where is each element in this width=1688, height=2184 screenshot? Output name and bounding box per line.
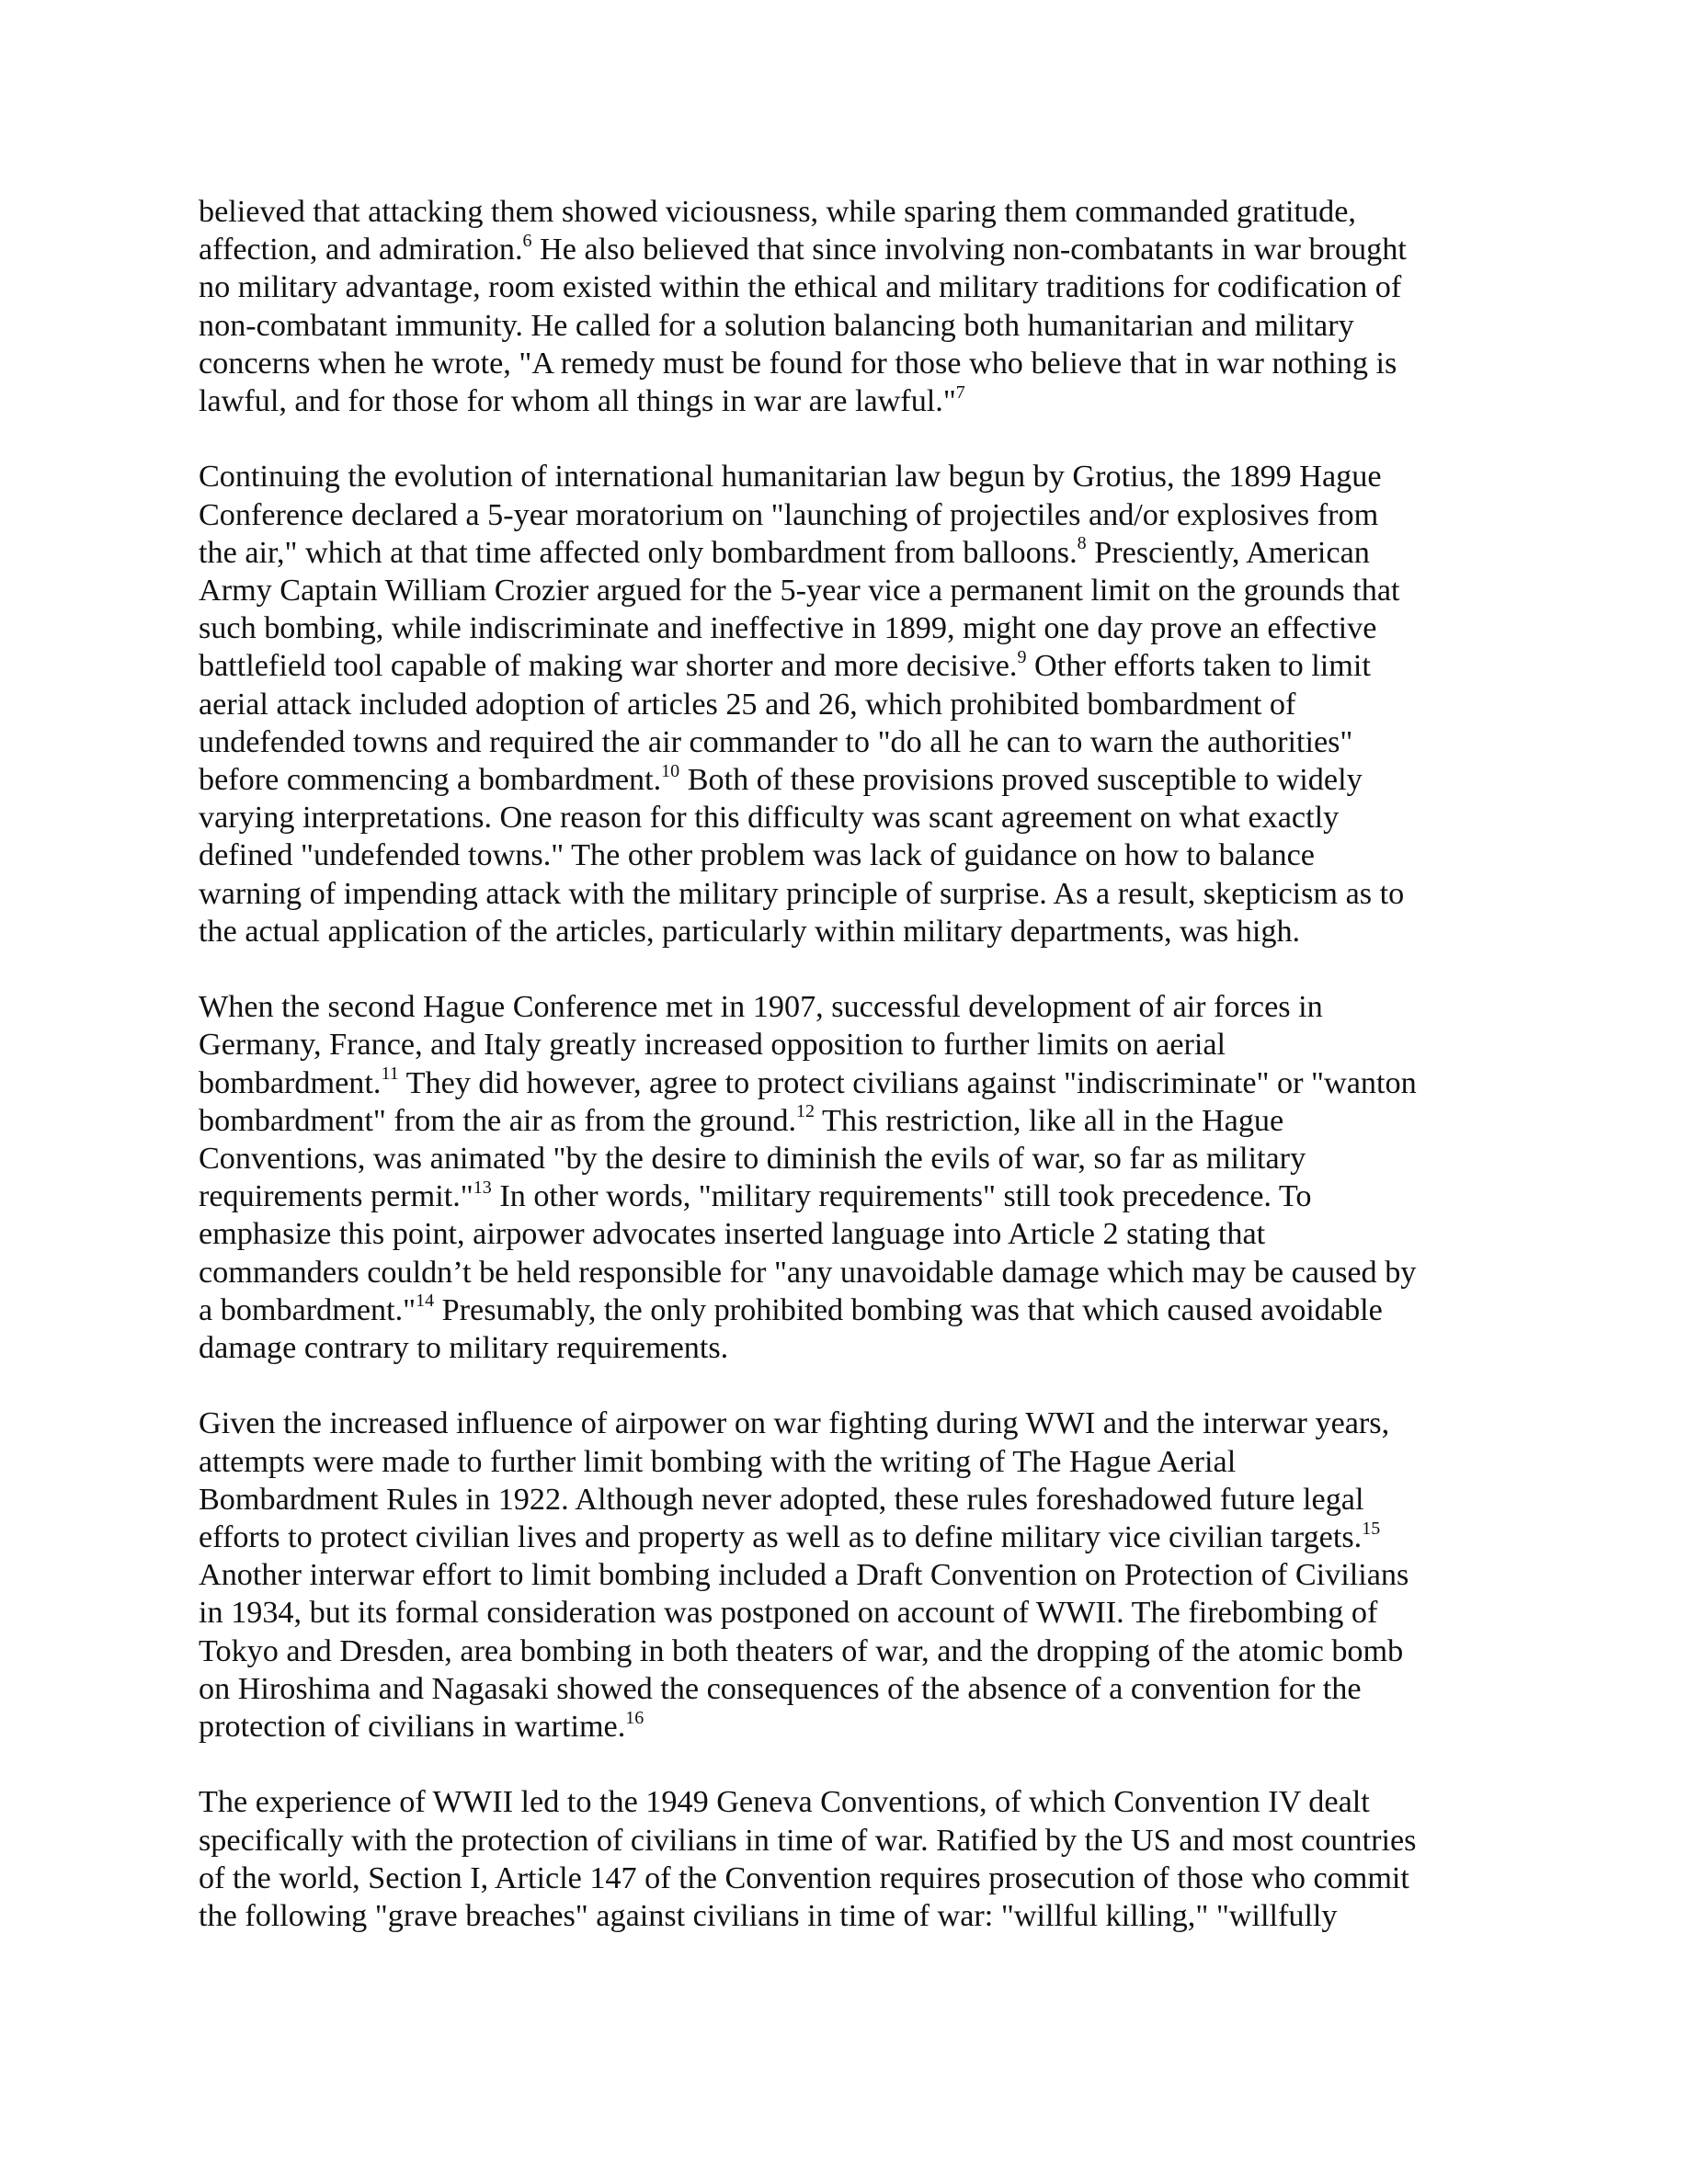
text-segment: Continuing the evolution of international humanitarian law begun by Grotius, the 1899 Hague	[199, 460, 1382, 495]
text-line	[199, 1329, 1504, 1367]
text-segment: battlefield tool capable of making war shorter and more decisive.	[199, 649, 1018, 684]
text-line	[199, 647, 1504, 685]
text-segment: the actual application of the articles, particularly within military departments, was high.	[199, 914, 1301, 949]
text-segment: defined "undefended towns." The other problem was lack of guidance on how to balance	[199, 838, 1315, 873]
text-line	[199, 496, 1504, 534]
text-segment: no military advantage, room existed within the ethical and military traditions for codification of	[199, 270, 1402, 305]
text-line	[199, 1519, 1504, 1556]
paragraph	[199, 1405, 1504, 1746]
text-segment: believed that attacking them showed viciousness, while sparing them commanded gratitude,	[199, 195, 1356, 229]
text-segment: They did however, agree to protect civilians against "indiscriminate" or "wanton	[398, 1065, 1417, 1100]
text-line	[199, 836, 1504, 874]
paragraph	[199, 988, 1504, 1367]
text-line	[199, 875, 1504, 913]
footnote-marker: 11	[381, 1064, 399, 1085]
text-segment: the following "grave breaches" against civilians in time of war: "willful killing," "willfully	[199, 1899, 1338, 1934]
footnote-marker: 13	[473, 1177, 492, 1198]
text-segment: When the second Hague Conference met in 1907, successful development of air forces in	[199, 990, 1323, 1025]
text-line	[199, 1405, 1504, 1442]
text-segment: concerns when he wrote, "A remedy must be found for those who believe that in war nothing is	[199, 346, 1397, 381]
text-segment: bombardment.	[199, 1065, 382, 1100]
text-segment: aerial attack included adoption of articles 25 and 26, which prohibited bombardment of	[199, 687, 1296, 722]
footnote-marker: 9	[1017, 647, 1027, 668]
text-segment: Other efforts taken to limit	[1026, 649, 1371, 684]
text-segment: Given the increased influence of airpower on war fighting during WWI and the interwar years,	[199, 1406, 1390, 1441]
text-line	[199, 1708, 1504, 1746]
text-segment: affection, and admiration.	[199, 233, 523, 267]
text-line	[199, 1556, 1504, 1594]
text-line	[199, 572, 1504, 609]
text-segment: lawful, and for those for whom all things in war are lawful."	[199, 384, 956, 419]
text-line	[199, 231, 1504, 268]
paragraph	[199, 1783, 1504, 1935]
text-segment: warning of impending attack with the military principle of surprise. As a result, skepticism as to	[199, 876, 1405, 911]
text-line	[199, 913, 1504, 950]
text-segment: such bombing, while indiscriminate and ineffective in 1899, might one day prove an effective	[199, 611, 1377, 646]
text-segment: Another interwar effort to limit bombing included a Draft Convention on Protection of Civilians	[199, 1558, 1409, 1593]
text-line	[199, 723, 1504, 761]
text-segment: efforts to protect civilian lives and property as well as to define military vice civilian targets.	[199, 1520, 1363, 1555]
document-page	[199, 193, 1504, 1973]
text-segment: protection of civilians in wartime.	[199, 1710, 626, 1745]
text-line	[199, 268, 1504, 306]
footnote-marker: 15	[1362, 1518, 1381, 1539]
footnote-marker: 6	[522, 230, 532, 251]
text-line	[199, 1897, 1504, 1935]
text-segment: in 1934, but its formal consideration was postponed on account of WWII. The firebombing of	[199, 1596, 1378, 1631]
text-line	[199, 686, 1504, 723]
paragraph	[199, 193, 1504, 420]
text-segment: The experience of WWII led to the 1949 Geneva Conventions, of which Convention IV dealt	[199, 1785, 1370, 1820]
text-segment: He also believed that since involving non-combatants in war brought	[531, 233, 1407, 267]
text-line	[199, 1102, 1504, 1140]
text-line	[199, 988, 1504, 1026]
text-line	[199, 1594, 1504, 1632]
text-segment: This restriction, like all in the Hague	[815, 1103, 1284, 1138]
text-line	[199, 534, 1504, 572]
text-segment: varying interpretations. One reason for this difficulty was scant agreement on what exactly	[199, 801, 1340, 836]
text-segment: specifically with the protection of civilians in time of war. Ratified by the US and most countries	[199, 1823, 1417, 1858]
text-segment: In other words, "military requirements" still took precedence. To	[491, 1179, 1312, 1214]
text-line	[199, 458, 1504, 495]
text-line	[199, 1215, 1504, 1253]
footnote-marker: 16	[625, 1707, 644, 1728]
text-line	[199, 1140, 1504, 1177]
text-segment: a bombardment."	[199, 1292, 416, 1327]
text-segment: damage contrary to military requirements.	[199, 1331, 729, 1366]
text-line	[199, 609, 1504, 647]
text-segment: emphasize this point, airpower advocates inserted language into Article 2 stating that	[199, 1217, 1266, 1252]
text-segment: Germany, France, and Italy greatly increased opposition to further limits on aerial	[199, 1028, 1226, 1063]
text-line	[199, 1026, 1504, 1064]
text-line	[199, 193, 1504, 231]
paragraph	[199, 458, 1504, 950]
footnote-marker: 12	[796, 1101, 815, 1122]
text-line	[199, 1254, 1504, 1291]
text-segment: Presumably, the only prohibited bombing was that which caused avoidable	[434, 1292, 1383, 1327]
text-segment: requirements permit."	[199, 1179, 473, 1214]
text-line	[199, 1783, 1504, 1821]
text-line	[199, 761, 1504, 799]
text-line	[199, 1443, 1504, 1481]
text-segment: before commencing a bombardment.	[199, 763, 662, 798]
text-segment: commanders couldn’t be held responsible for "any unavoidable damage which may be caused by	[199, 1255, 1417, 1290]
text-segment: the air," which at that time affected only bombardment from balloons.	[199, 535, 1078, 570]
text-segment: Conference declared a 5-year moratorium on "launching of projectiles and/or explosives from	[199, 497, 1379, 532]
text-line	[199, 1481, 1504, 1519]
text-line	[199, 1632, 1504, 1670]
text-line	[199, 1177, 1504, 1215]
text-line	[199, 1670, 1504, 1708]
text-segment: Bombardment Rules in 1922. Although never adopted, these rules foreshadowed future legal	[199, 1482, 1364, 1517]
text-line	[199, 345, 1504, 382]
text-segment: of the world, Section I, Article 147 of the Convention requires prosecution of those who commit	[199, 1860, 1409, 1895]
text-line	[199, 799, 1504, 836]
text-segment: undefended towns and required the air commander to "do all he can to warn the authorities"	[199, 724, 1353, 759]
text-line	[199, 1860, 1504, 1897]
text-line	[199, 1822, 1504, 1860]
text-segment: Conventions, was animated "by the desire to diminish the evils of war, so far as military	[199, 1142, 1306, 1177]
text-segment: bombardment" from the air as from the ground.	[199, 1103, 797, 1138]
footnote-marker: 10	[661, 760, 680, 781]
footnote-marker: 14	[416, 1291, 435, 1312]
text-line	[199, 307, 1504, 345]
text-segment: attempts were made to further limit bombing with the writing of The Hague Aerial	[199, 1444, 1237, 1479]
text-line	[199, 382, 1504, 420]
text-segment: on Hiroshima and Nagasaki showed the consequences of the absence of a convention for the	[199, 1671, 1362, 1706]
text-segment: Presciently, American	[1086, 535, 1370, 570]
text-segment: non-combatant immunity. He called for a solution balancing both humanitarian and military	[199, 308, 1354, 343]
text-line	[199, 1064, 1504, 1102]
text-segment: Tokyo and Dresden, area bombing in both theaters of war, and the dropping of the atomic bomb	[199, 1633, 1404, 1668]
text-segment: Both of these provisions proved susceptible to widely	[679, 763, 1363, 798]
footnote-marker: 7	[955, 381, 965, 403]
text-segment: Army Captain William Crozier argued for the 5-year vice a permanent limit on the grounds that	[199, 574, 1400, 609]
text-line	[199, 1291, 1504, 1329]
footnote-marker: 8	[1077, 533, 1087, 554]
